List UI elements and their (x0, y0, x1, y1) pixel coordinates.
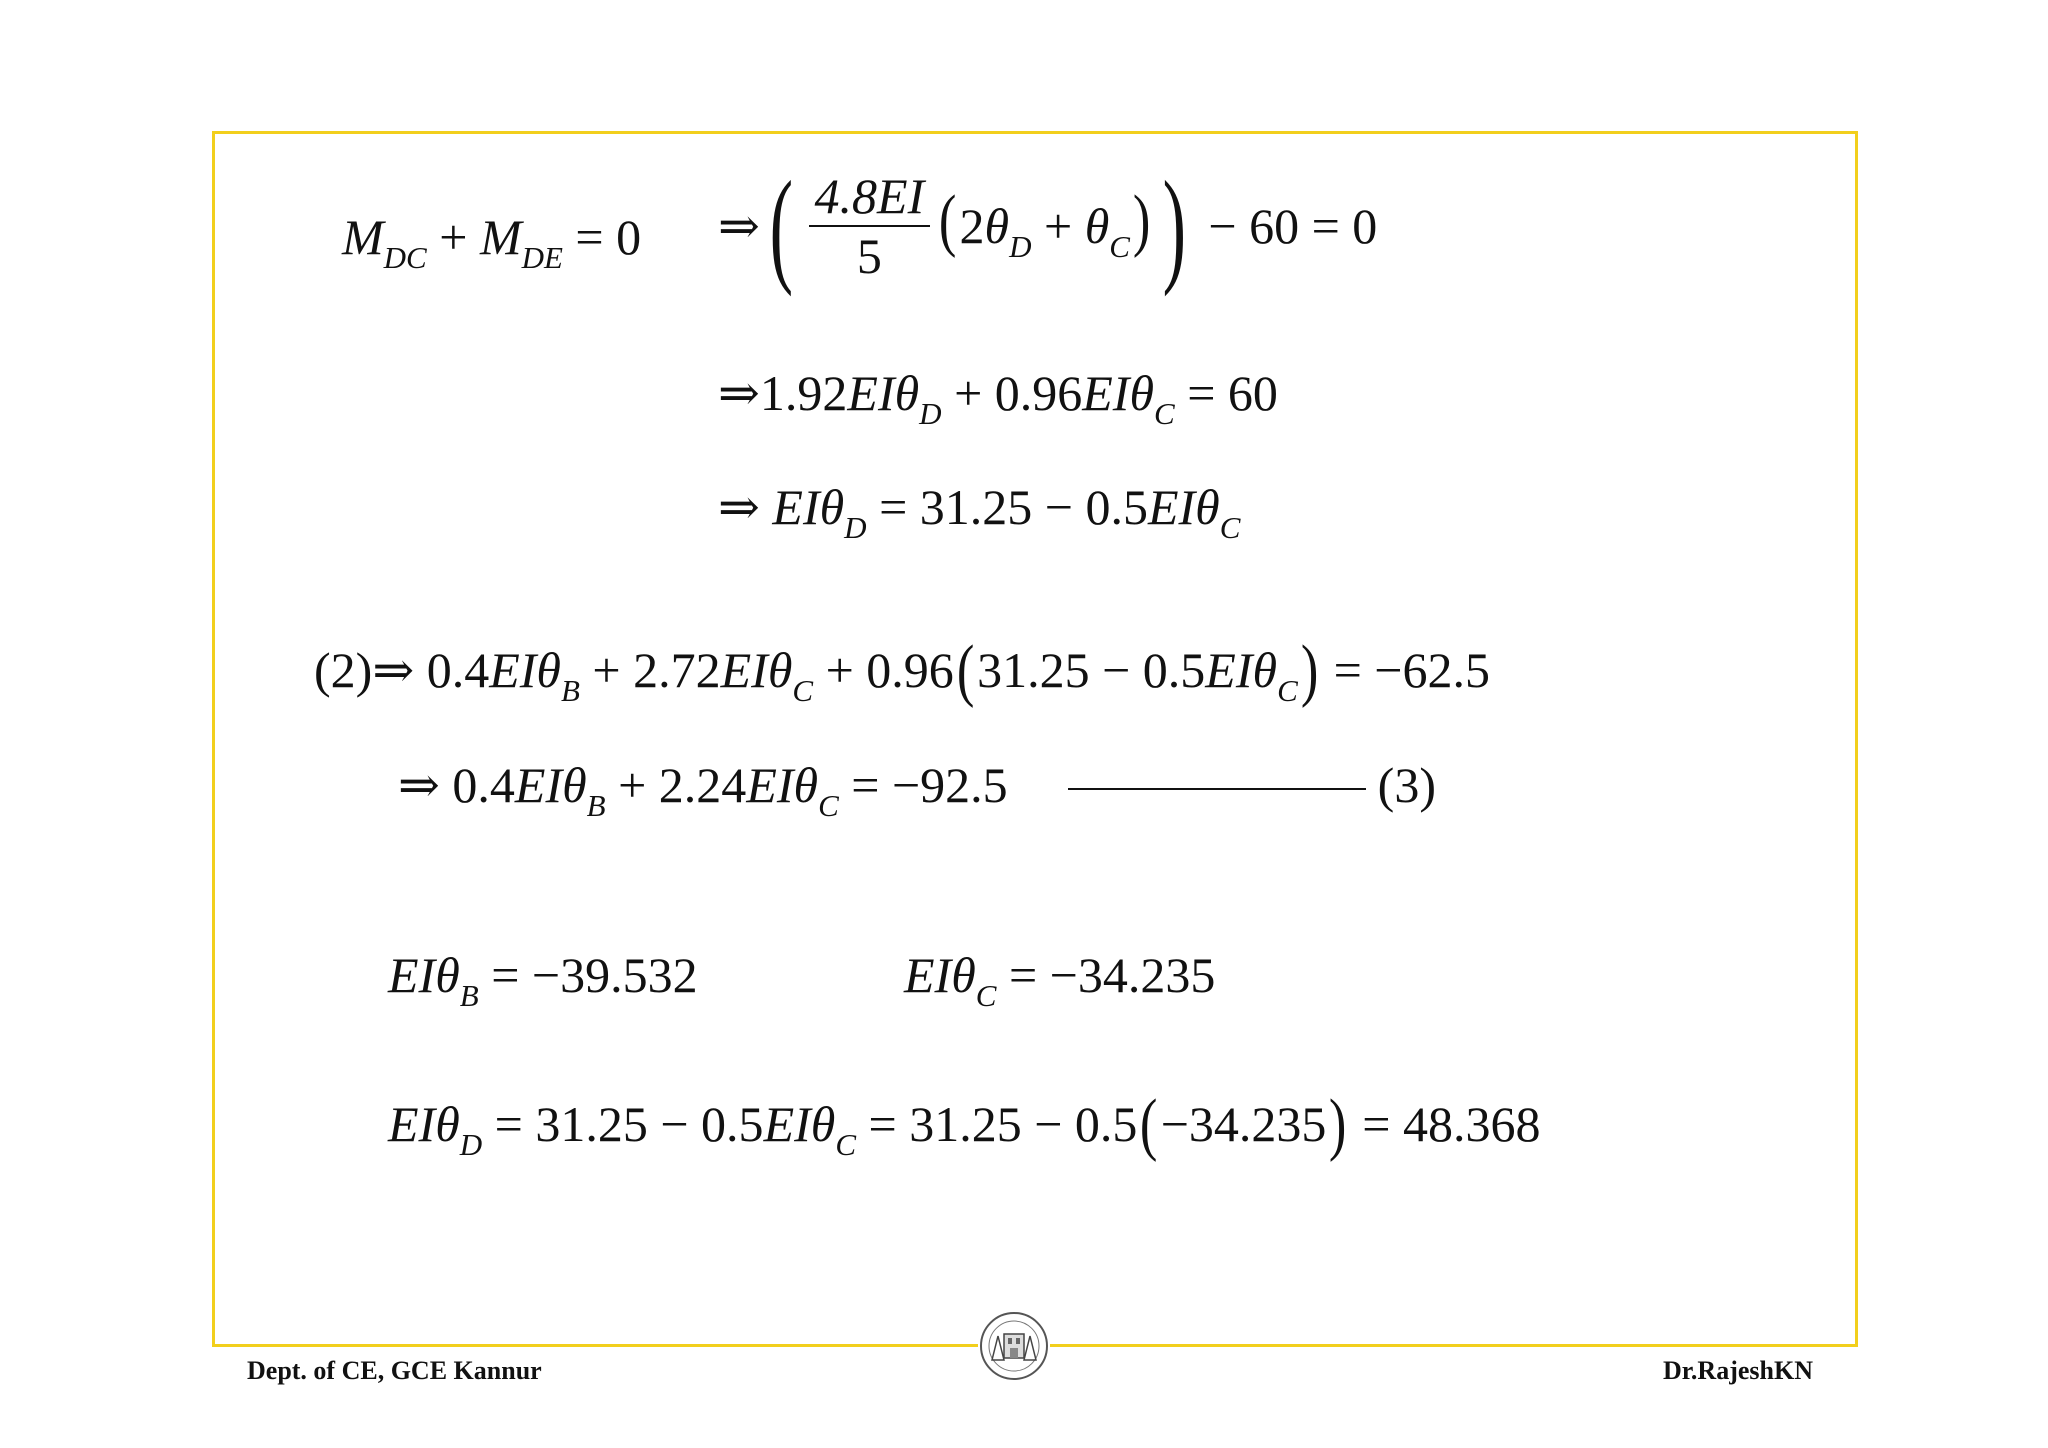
college-logo-icon (978, 1310, 1050, 1382)
equation-theta-d-relation: ⇒ EIθ$_D$ = 31.25 − 0.5EIθ$_C$ (718, 479, 1241, 545)
equation-number-line (1068, 788, 1366, 790)
footer-department: Dept. of CE, GCE Kannur (247, 1356, 542, 1385)
result-theta-d: EIθ$_D$ = 31.25 − 0.5EIθ$_C$ = 31.25 − 0.5(−34.235) = 48.368 (388, 1086, 1541, 1163)
slide-frame (212, 131, 1858, 1347)
result-theta-b: EIθ$_B$ = −39.532 (388, 947, 698, 1013)
equation-3: ⇒ 0.4EIθ$_B$ + 2.24EIθ$_C$ = −92.5 (3) (398, 757, 1436, 823)
result-theta-c: EIθ$_C$ = −34.235 (904, 947, 1216, 1013)
equation-substitution-2: (2)⇒ 0.4EIθ$_B$ + 2.72EIθ$_C$ + 0.96(31.25 − 0.5EIθ$_C$) = −62.5 (314, 632, 1490, 709)
equation-expanded: ⇒1.92EIθ$_D$ + 0.96EIθ$_C$ = 60 (718, 365, 1278, 431)
equation-moment-equilibrium: $M_{DC} + M_{DE} = 0$ (342, 209, 642, 275)
equation-slope-deflection-expression: ⇒( $\frac{4.8EI}{5}$ $(2\theta_D + \theta_C)) - 60 = 0$ (718, 155, 1378, 297)
footer-author: Dr.RajeshKN (1663, 1356, 1813, 1385)
equation-number: (3) (1377, 757, 1436, 813)
